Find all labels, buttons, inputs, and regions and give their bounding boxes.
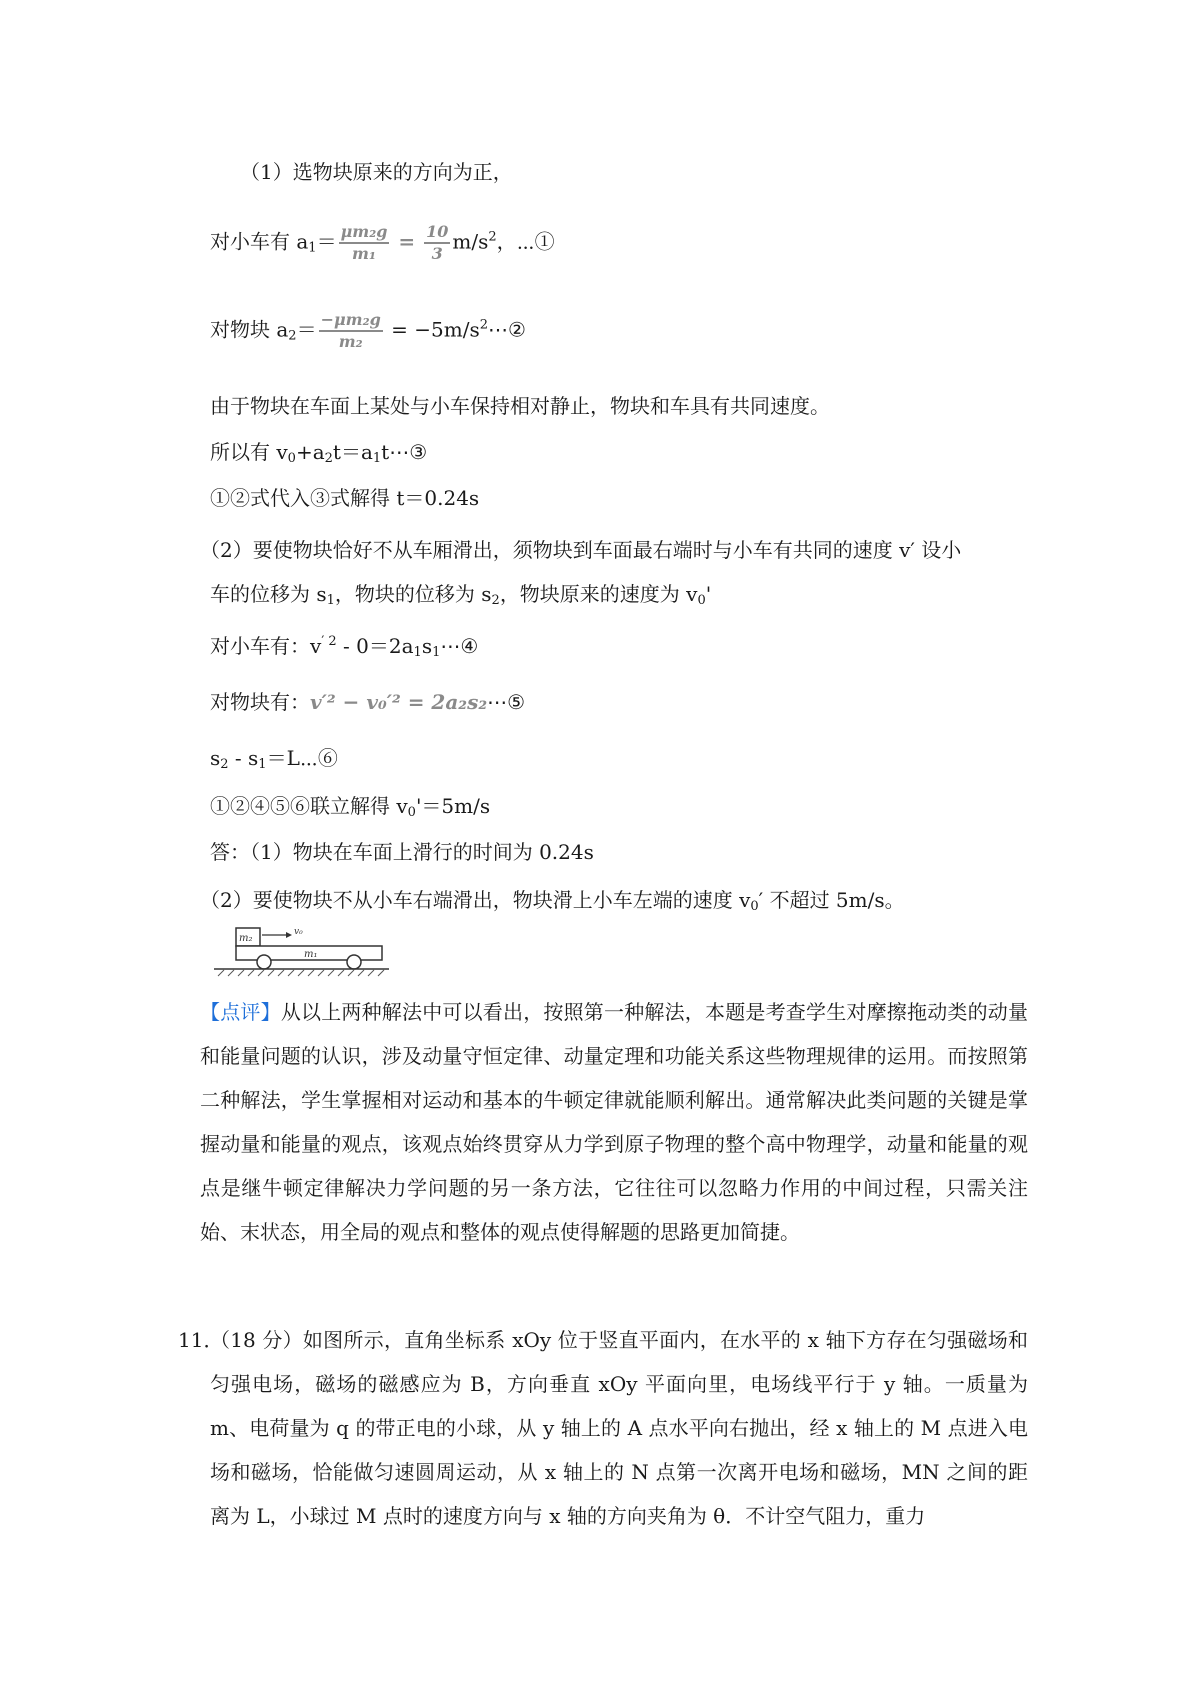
comment-paragraph bbox=[200, 990, 1028, 1254]
solution-line-7: （2）要使物块恰好不从车厢滑出，须物块到车面最右端时与小车有共同的速度 v′ 设小 bbox=[200, 538, 962, 562]
arrow-head bbox=[286, 932, 292, 938]
solution-line-12: ①②④⑤⑥联立解得 $v_0'=5m/s$ bbox=[210, 794, 491, 820]
solution-line-3: 对物块 $a_2=$ $\frac{\text{−μm₂g}}{\text{m₂}}$ = $-5m/s^2\cdots ②$ bbox=[210, 310, 526, 351]
solution-line-9: 对小车有：$v^{' 2}$ - $0=2a_1s_1\cdots ④$ bbox=[210, 634, 479, 660]
cart-label: m₁ bbox=[304, 949, 318, 960]
fraction-a2: $\frac{\text{−μm₂g}}{\text{m₂}}$ bbox=[320, 310, 381, 351]
solution-line-8: 车的位移为 $s_1$，物块的位移为 $s_2$，物块原来的速度为 $v_0'$ bbox=[210, 582, 712, 608]
answer-line-1: 答：（1）物块在车面上滑行的时间为 0.24s bbox=[210, 840, 594, 864]
question-number: 11． bbox=[178, 1328, 224, 1352]
solution-line-10: 对物块有：v′² − v₀′² = 2a₂s₂⋯⑤ bbox=[210, 690, 526, 714]
fraction-a1: $\frac{\text{μm₂g}}{\text{m₁}}$ bbox=[340, 222, 388, 263]
question-text: （18 分）如图所示，直角坐标系 xOy 位于竖直平面内，在水平的 x 轴下方存在匀强磁场和匀强电场，磁场的磁感应为 B，方向垂直 xOy 平面向里，电场线平行于 y 轴。一质量为 m、电荷量为 q 的带正电的小球，从 y 轴上的 A 点水平向右抛出，经 x 轴上的 M 点进入电场和磁场，恰能做匀速圆周运动，从 x 轴上的 N 点第一次离开电场和磁场，MN 之间的距离为 L，小球过 M 点时的速度方向与 x 轴的方向夹角为 θ．不计空气阻力，重力 bbox=[210, 1328, 1028, 1528]
arrow-label: v₀ bbox=[294, 927, 303, 937]
comment-text: 从以上两种解法中可以看出，按照第一种解法，本题是考查学生对摩擦拖动类的动量和能量问题的认识，涉及动量守恒定律、动量定理和功能关系这些物理规律的运用。而按照第二种解法，学生掌握相对运动和基本的牛顿定律就能顺利解出。通常解决此类问题的关键是掌握动量和能量的观点，该观点始终贯穿从力学到原子物理的整个高中物理学，动量和能量的观点是继牛顿定律解决力学问题的另一条方法，它往往可以忽略力作用的中间过程，只需关注始、末状态，用全局的观点和整体的观点使得解题的思路更加简捷。 bbox=[200, 1000, 1029, 1244]
fraction-ten-thirds: $\frac{10}{3}$ bbox=[426, 222, 449, 263]
solution-line-11: $s_2$ - $s_1=L\cdots ⑥$ bbox=[210, 746, 338, 772]
solution-line-2: 对小车有 $a_1=$ $\frac{\text{μm₂g}}{\text{m₁}}$ = $\frac{10}{3}$ $m/s^2$，⋯① bbox=[210, 222, 555, 263]
formula-image-5: v′² − v₀′² = 2a₂s₂ bbox=[310, 690, 488, 714]
solution-line-4: 由于物块在车面上某处与小车保持相对静止，物块和车具有共同速度。 bbox=[210, 394, 830, 418]
block-label: m₂ bbox=[239, 933, 253, 944]
solution-line-5: 所以有 $v_0+a_2t=a_1t\cdots ③$ bbox=[210, 440, 428, 466]
solution-line-6: ①②式代入③式解得 t＝0.24s bbox=[210, 486, 480, 510]
cart-block-figure bbox=[214, 920, 389, 980]
ground-hatch bbox=[218, 970, 384, 976]
wheel-right bbox=[347, 955, 361, 969]
wheel-left bbox=[257, 955, 271, 969]
comment-tag: 【点评】 bbox=[200, 1000, 281, 1024]
answer-line-2: （2）要使物块不从小车右端滑出，物块滑上小车左端的速度 $v_0'$ 不超过 5m/s。 bbox=[200, 888, 905, 914]
solution-line-1: （1）选物块原来的方向为正， bbox=[240, 160, 513, 184]
